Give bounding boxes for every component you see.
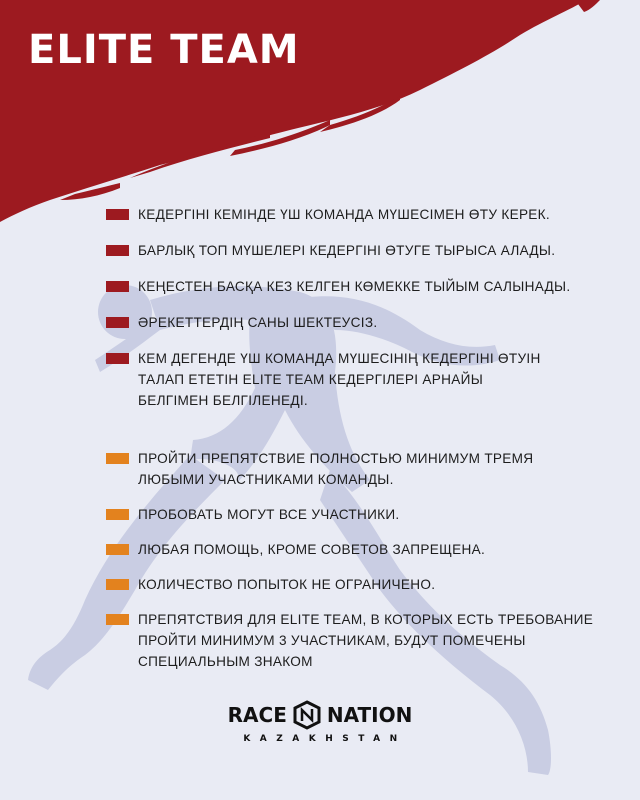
race-nation-logo [0, 700, 640, 744]
page-title: ELITE TEAM [28, 27, 300, 73]
rule-text: КЕҢЕСТЕН БАСҚА КЕЗ КЕЛГЕН КӨМЕККЕ ТЫЙЫМ САЛЫНАДЫ. [138, 279, 571, 294]
orange-bullet-marker [106, 453, 129, 464]
orange-bullet-marker [106, 509, 129, 520]
logo-word-left: RACE [227, 703, 287, 727]
logo-word-right: NATION [326, 703, 413, 727]
rule-item [106, 312, 606, 333]
logo-subtitle: KAZAKHSTAN [243, 734, 407, 744]
orange-bullet-marker [106, 544, 129, 555]
orange-bullet-marker [106, 614, 129, 625]
rule-item [106, 348, 543, 411]
rule-item [106, 539, 606, 560]
red-bullet-marker [106, 281, 129, 292]
rules-list-russian [106, 448, 606, 686]
rule-text: КЕДЕРГІНІ КЕМІНДЕ ҮШ КОМАНДА МҮШЕСІМЕН ӨТУ КЕРЕК. [138, 207, 550, 222]
rule-text: ПРОБОВАТЬ МОГУТ ВСЕ УЧАСТНИКИ. [138, 507, 400, 522]
red-bullet-marker [106, 317, 129, 328]
rule-text: БАРЛЫҚ ТОП МҮШЕЛЕРІ КЕДЕРГІНІ ӨТУГЕ ТЫРЫСА АЛАДЫ. [138, 243, 556, 258]
rule-text: ӘРЕКЕТТЕРДІҢ САНЫ ШЕКТЕУСІЗ. [138, 315, 378, 330]
logo-emblem-icon [292, 700, 322, 730]
rule-item [106, 276, 606, 297]
rule-text: ПРОЙТИ ПРЕПЯТСТВИЕ ПОЛНОСТЬЮ МИНИМУМ ТРЕМЯ ЛЮБЫМИ УЧАСТНИКАМИ КОМАНДЫ. [138, 451, 534, 487]
rule-text: КЕМ ДЕГЕНДЕ ҮШ КОМАНДА МҮШЕСІНІҢ КЕДЕРГІНІ ӨТУІН ТАЛАП ЕТЕТІН ELITE TEAM КЕДЕРГІЛЕРІ АРНАЙЫ БЕЛГІМЕН БЕЛГІЛЕНЕДІ. [138, 351, 541, 408]
rule-text: ЛЮБАЯ ПОМОЩЬ, КРОМЕ СОВЕТОВ ЗАПРЕЩЕНА. [138, 542, 486, 557]
rules-list-kazakh [106, 204, 606, 426]
red-bullet-marker [106, 245, 129, 256]
orange-bullet-marker [106, 579, 129, 590]
red-bullet-marker [106, 353, 129, 364]
rule-item [106, 204, 606, 225]
rule-item [106, 609, 606, 672]
rule-text: КОЛИЧЕСТВО ПОПЫТОК НЕ ОГРАНИЧЕНО. [138, 577, 436, 592]
rule-item [106, 574, 606, 595]
rule-item [106, 504, 606, 525]
rule-item [106, 448, 538, 490]
rule-text: ПРЕПЯТСТВИЯ ДЛЯ ELITE TEAM, В КОТОРЫХ ЕСТЬ ТРЕБОВАНИЕ ПРОЙТИ МИНИМУМ 3 УЧАСТНИКАМ, БУДУТ ПОМЕЧЕНЫ СПЕЦИАЛЬНЫМ ЗНАКОМ [138, 612, 594, 669]
red-bullet-marker [106, 209, 129, 220]
rule-item [106, 240, 606, 261]
